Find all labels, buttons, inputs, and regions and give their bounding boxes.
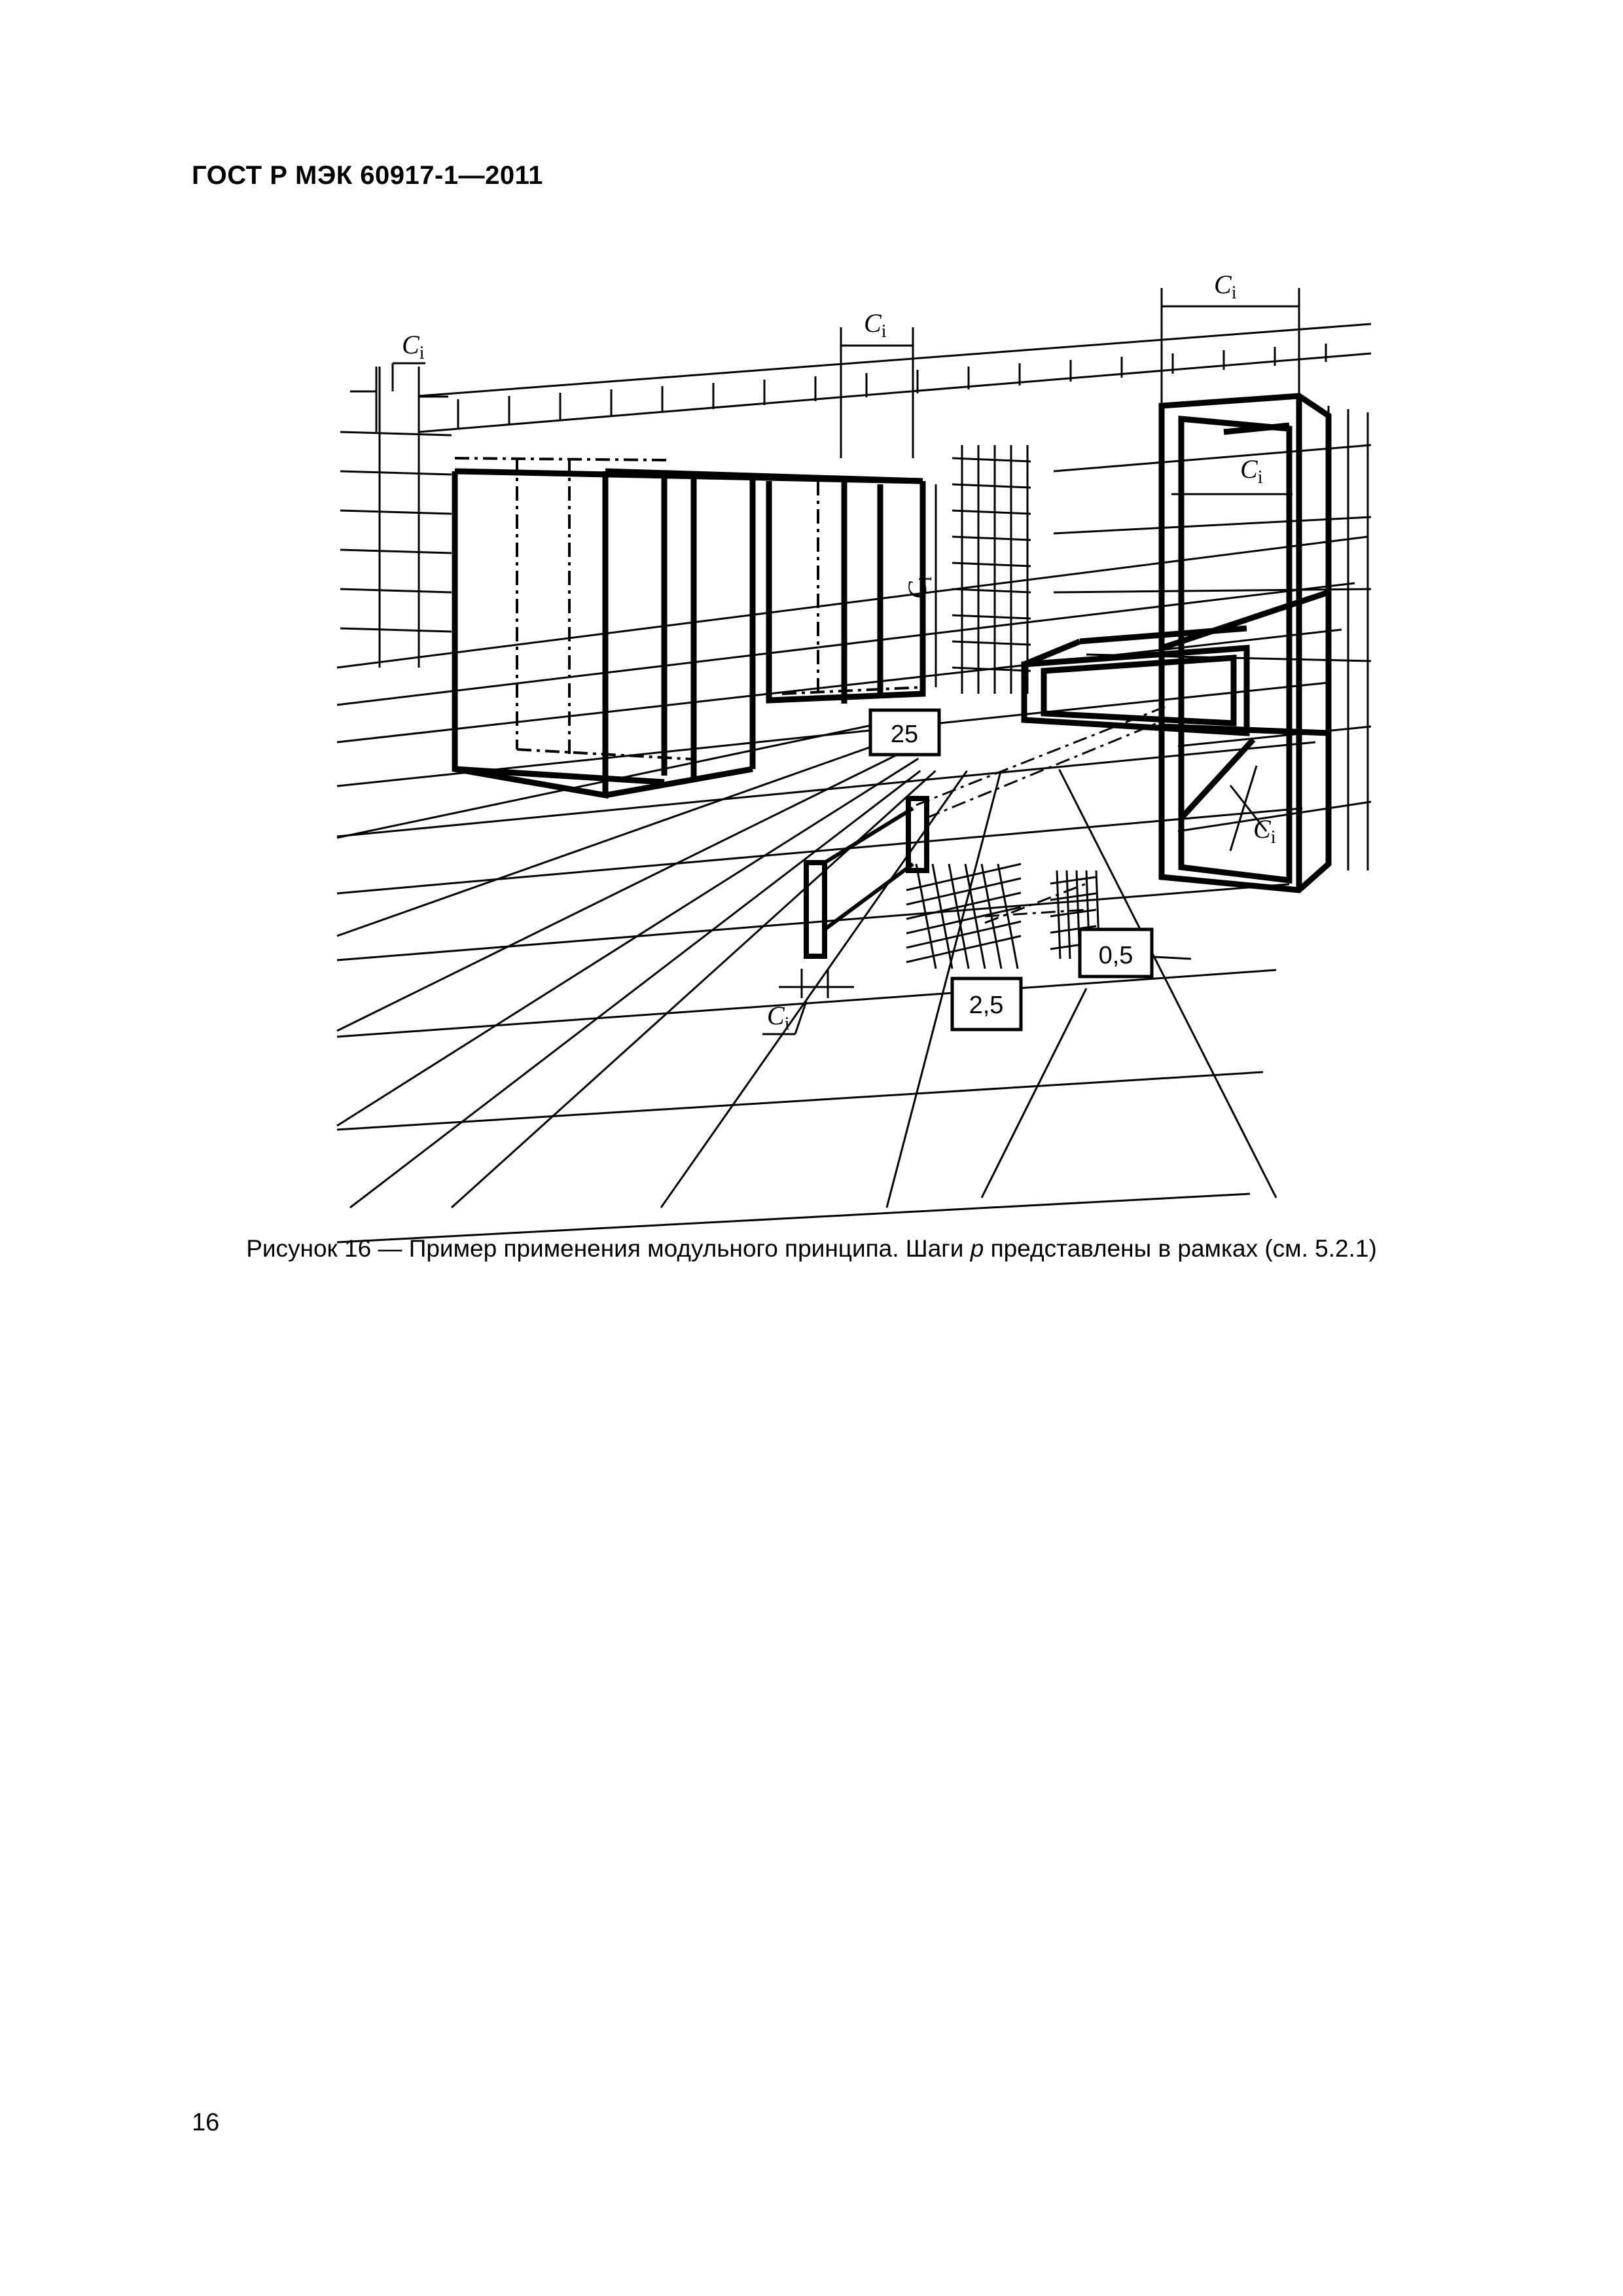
right-wall-line bbox=[1054, 517, 1371, 533]
svg-text:Ci: $C_i$ bbox=[402, 330, 425, 363]
floor-grid-line bbox=[337, 759, 918, 1126]
ci-label-vertical bbox=[902, 576, 936, 599]
left-wall-line bbox=[340, 511, 452, 514]
svg-text:Ci: $C_i$ bbox=[1214, 270, 1237, 303]
left-wall-grid bbox=[340, 367, 452, 668]
fine-grid-line bbox=[952, 458, 1031, 461]
ci-label-top-left bbox=[393, 330, 425, 391]
back-wall-line bbox=[419, 353, 1371, 432]
caption-variable: p bbox=[970, 1235, 984, 1262]
left-wall-line bbox=[340, 550, 452, 553]
left-wall-line bbox=[340, 628, 452, 632]
back-wall-line bbox=[419, 324, 1371, 396]
caption-text-start: Рисунок 16 — Пример применения модульного принципа. Шаги bbox=[246, 1235, 971, 1262]
svg-text:Ci: $C_i$ bbox=[1240, 454, 1263, 488]
page-number: 16 bbox=[192, 2109, 220, 2136]
floor-grid-line bbox=[337, 1072, 1263, 1130]
pitch-label-2-5: 2,5 bbox=[969, 992, 1004, 1019]
left-wall-line bbox=[340, 432, 452, 435]
fine-grid-line bbox=[952, 563, 1031, 566]
svg-text:Ci: $C_i$ bbox=[902, 576, 936, 599]
fine-grid-line bbox=[952, 484, 1031, 488]
floor-grid-line bbox=[661, 771, 967, 1208]
cabinet-row bbox=[455, 458, 923, 795]
fine-grid-line bbox=[952, 641, 1031, 645]
caption-text-end: представлены в рамках (см. 5.2.1) bbox=[984, 1235, 1377, 1262]
right-wall-line bbox=[1054, 445, 1371, 471]
svg-text:Ci: $C_i$ bbox=[1253, 814, 1276, 848]
pitch-label-0-5: 0,5 bbox=[1098, 942, 1133, 969]
left-wall-line bbox=[340, 471, 452, 475]
figure-caption bbox=[0, 1235, 1623, 1263]
ci-label-lower-left bbox=[762, 1001, 806, 1034]
ci-label-lower-right bbox=[1253, 814, 1276, 848]
svg-text:Ci: $C_i$ bbox=[767, 1001, 790, 1034]
fine-grid-line bbox=[952, 615, 1031, 619]
left-wall-line bbox=[340, 589, 452, 592]
floor-grid-line bbox=[452, 771, 936, 1208]
fine-grid-line bbox=[952, 537, 1031, 540]
fine-grid-line bbox=[952, 589, 1031, 592]
floor-grid bbox=[337, 537, 1368, 1242]
ci-label-top-right bbox=[1214, 270, 1237, 303]
svg-text:Ci: $C_i$ bbox=[864, 308, 887, 342]
document-header: ГОСТ Р МЭК 60917-1—2011 bbox=[192, 161, 543, 190]
ci-label-top-middle bbox=[864, 308, 887, 342]
back-wall-grid bbox=[419, 324, 1371, 432]
floor-grid-line bbox=[337, 742, 1315, 836]
floor-grid-line bbox=[337, 730, 918, 937]
fine-grid-line bbox=[952, 511, 1031, 514]
floor-grid-line bbox=[350, 771, 920, 1208]
pitch-label-25: 25 bbox=[890, 721, 919, 748]
ci-label-frame-inner bbox=[1240, 454, 1263, 488]
